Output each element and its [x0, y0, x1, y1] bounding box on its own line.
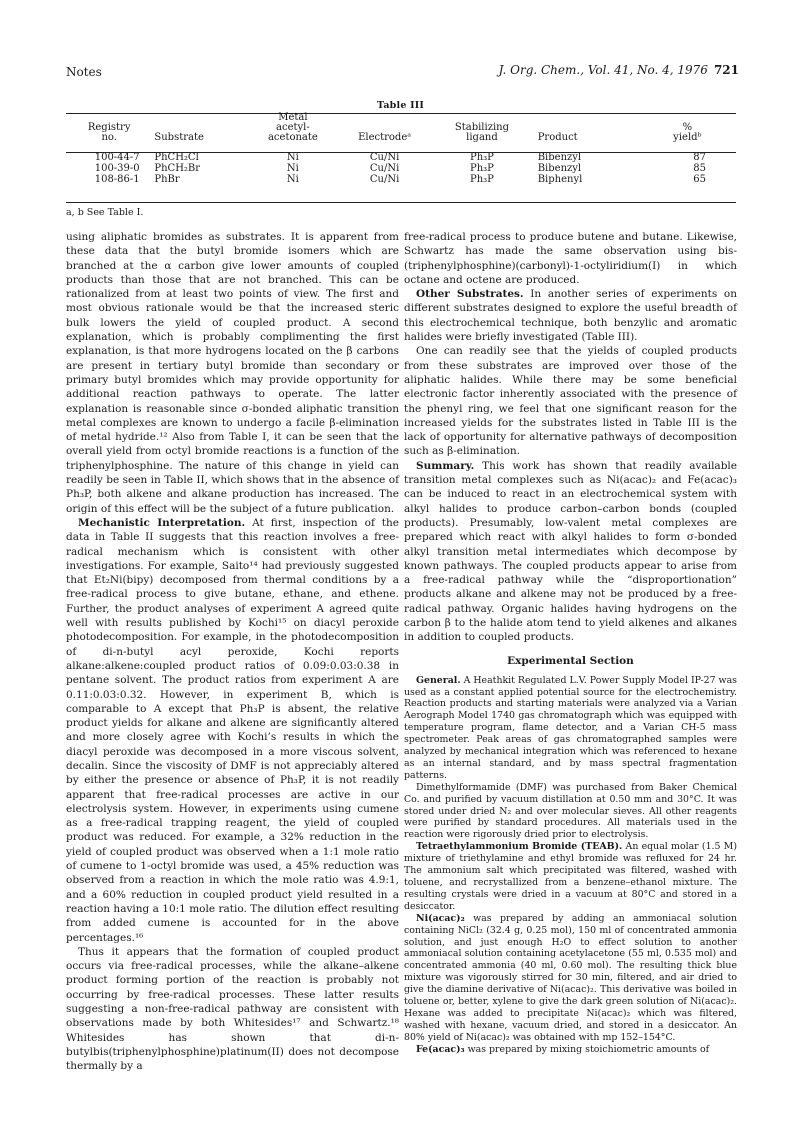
experimental-text-body: was prepared by mixing stoichiometric amounts of — [467, 1043, 710, 1055]
experimental-paragraph — [404, 1044, 737, 1056]
column-header-line: Registry — [87, 122, 131, 133]
paragraph-text: This work has shown that readily available transition metal complexes such as Ni(acac)₂ and Fe(acac)₃ can be induced to react in an electrochemical system with alkyl halides to produce carbon–carbon bonds (coupled products). Presumably, low-valent metal complexes are prepared which react with alkyl halides to form σ-bonded alkyl transition metal intermediates which decompose by known pathways. The coupled products appear to arise from a free-radical pathway while the “disproportionation” products alkane and alkene may not be produced by a free-radical pathway. Organic halides having hydrogens on the carbon β to the halide atom tend to yield alkenes and alkanes in addition to coupled products. — [404, 459, 737, 644]
column-header-line: no. — [101, 132, 117, 143]
column-header-line: acetonate — [267, 132, 318, 143]
table-cell: 85 — [693, 163, 706, 174]
body-paragraph: free-radical process to produce butene and butane. Likewise, Schwartz has made the same observation using bis-(triphenylphosphine)(carbonyl)-1-octyliridium(I) in which octane and octene are produced. — [404, 231, 737, 286]
table-cell: Bibenzyl — [537, 163, 582, 174]
table-title: Table III — [376, 100, 425, 111]
section-heading-summary: Summary. — [416, 459, 475, 472]
experimental-paragraph — [404, 675, 737, 782]
column-header — [245, 113, 341, 147]
experimental-text-body: Dimethylformamide (DMF) was purchased from Baker Chemical Co. and purified by vacuum distillation at 0.50 mm and 30°C. It was stored under dried N₂ and over molecular sieves. All other reagents were purified by standard procedures. All materials used in the reaction were rigorously dried prior to electrolysis. — [404, 781, 737, 841]
column-header-line: ligand — [466, 132, 498, 143]
column-header-line: acetyl- — [276, 122, 310, 133]
experimental-runin-heading: Ni(acac)₂ — [416, 912, 465, 924]
paragraph-text: At first, inspection of the data in Table II suggests that this reaction involves a free-radical mechanism which is consistent with other investigations. For example, Saito¹⁴ had previously suggested that Et₂Ni(bipy) decomposed from thermal conditions by a free-radical process to give butane, ethane, and ethene. Further, the product analyses of experiment A agreed quite well with results published by Kochi¹⁵ on diacyl peroxide photodecomposition. For example, in the photodecomposition of di-n-butyl acyl peroxide, Kochi reports alkane:alkene:coupled product ratios of 0.09:0.03:0.38 in pentane solvent. The product ratios from experiment A are 0.11:0.03:0.32. However, in experiment B, which is comparable to A except that Ph₃P is absent, the relative product yields for alkane and alkene are significantly altered and more closely agree with Kochi’s results in which the diacyl peroxide was decomposed in a more viscous solvent, decalin. Since the viscosity of DMF is not appreciably altered by either the presence or absence of Ph₃P, it is not readily apparent that free-radical processes are active in our electrolysis system. However, in experiments using cumene as a free-radical trapping reagent, the yield of coupled product was reduced. For example, a 32% reduction in the yield of coupled product was observed when a 1:1 mole ratio of cumene to 1-octyl bromide was used, a 45% reduction was observed from a reaction in which the mole ratio was 4.9:1, and a 60% reduction in coupled product yield resulted in a reaction having a 10:1 mole ratio. The dilution effect resulting from added cumene is accounted for in the above percentages.¹⁶ — [66, 516, 399, 944]
column-header-line: Substrate — [154, 132, 204, 143]
table-cell: Ni — [286, 152, 299, 163]
paragraph-text: In another series of experiments on different substrates designed to explore the useful breadth of this electrochemical technique, both benzylic and aromatic halides were briefly investigated (Table III). — [404, 288, 737, 344]
table-cell: 65 — [693, 174, 706, 185]
section-heading-other-substrates: Other Substrates. — [416, 288, 524, 301]
table-cell: 108-86-1 — [94, 174, 140, 185]
table-cell: Ph₃P — [470, 152, 494, 163]
table-footnote: a, b See Table I. — [66, 207, 144, 218]
table-header-row — [66, 113, 736, 147]
column-header — [428, 113, 536, 147]
table-cell: PhCH₂Cl — [154, 152, 199, 163]
experimental-runin-heading: Tetraethylammonium Bromide (TEAB). — [416, 841, 623, 853]
column-header-line: Stabilizing — [454, 122, 510, 133]
left-column — [66, 230, 399, 1074]
table-cell: Biphenyl — [537, 174, 583, 185]
column-header — [639, 113, 736, 147]
table-row — [66, 147, 736, 164]
column-header — [152, 113, 244, 147]
table-cell: Bibenzyl — [537, 152, 582, 163]
column-header-line: Product — [537, 132, 578, 143]
column-header-line: Metal — [278, 112, 308, 123]
section-heading-mechanistic: Mechanistic Interpretation. — [78, 516, 246, 529]
experimental-runin-heading: Fe(acac)₃ — [416, 1043, 465, 1055]
column-header-line: % — [682, 122, 693, 133]
table-cell: Cu/Ni — [369, 163, 400, 174]
column-header-line: yieldᵇ — [673, 132, 702, 143]
body-paragraph: using aliphatic bromides as substrates. It is apparent from these data that the butyl bromide isomers which are branched at the α carbon give lower amounts of coupled products than those that are not branched. This can be rationalized from at least two points of view. The first and most obvious rationale would be that the increased steric bulk lowers the yield of coupled product. A second explanation, which is probably complimenting the first explanation, is that more hydrogens located on the β carbons are present in tertiary butyl bromide than secondary or primary butyl bromides which may provide opportunity for additional reaction pathways to operate. The latter explanation is reasonable since σ-bonded aliphatic transition metal complexes are known to undergo a facile β-elimination of metal hydride.¹² Also from Table I, it can be seen that the overall yield from octyl bromide reactions is a function of the triphenylphosphine. The nature of this change in yield can readily be seen in Table II, which shows that in the absence of Ph₃P, both alkene and alkane production has increased. The origin of this effect will be the subject of a future publication. — [66, 231, 399, 515]
body-paragraph: Thus it appears that the formation of coupled product occurs via free-radical processes, while the alkane–alkene product forming portion of the reaction is probably not occurring by free-radical processes. These latter results suggesting a non-free-radical pathway are consistent with observations made by both Whitesides¹⁷ and Schwartz.¹⁸ Whitesides has shown that di-n-butylbis(triphenylphosphine)platinum(II) does not decompose thermally by a — [66, 945, 399, 1073]
experimental-text-body: An equal molar (1.5 M) mixture of triethylamine and ethyl bromide was refluxed for 24 hr. The ammonium salt which precipitated was filtered, washed with toluene, and recrystallized from a benzene–ethanol mixture. The resulting crystals were dried in a vacuum at 80°C and stored in a desiccator. — [404, 841, 737, 912]
column-header-line: Electrodeᵃ — [358, 132, 412, 143]
table-cell: Cu/Ni — [369, 174, 400, 185]
table-iii — [66, 113, 736, 186]
table-cell: PhBr — [154, 174, 180, 185]
table-cell: Cu/Ni — [369, 152, 400, 163]
table-row — [66, 175, 736, 186]
table-cell: Ph₃P — [470, 163, 494, 174]
body-paragraph — [404, 459, 737, 645]
column-header — [66, 113, 152, 147]
experimental-text — [404, 675, 737, 1056]
experimental-section-title: Experimental Section — [507, 654, 634, 667]
column-header — [536, 113, 639, 147]
table-cell: 87 — [693, 152, 706, 163]
table-cell: 100-44-7 — [94, 152, 140, 163]
body-paragraph — [404, 287, 737, 344]
experimental-paragraph — [404, 913, 737, 1044]
page-number: 721 — [713, 63, 739, 77]
right-column — [404, 230, 737, 1056]
experimental-runin-heading: General. — [416, 674, 461, 686]
table-bottom-rule — [66, 202, 736, 203]
table-cell: Ph₃P — [470, 174, 494, 185]
experimental-text-body: A Heathkit Regulated L.V. Power Supply Model IP-27 was used as a constant applied potential source for the electrochemistry. Reaction products and starting materials were analyzed via a Varian Aerograph Model 1740 gas chromatograph which was equipped with temperature program, flame detector, and a Varian CH-5 mass spectrometer. Peak areas of gas chromatographed samples were analyzed by mechanical integration which was referenced to hexane as an internal standard, and by mass spectral fragmentation patterns. — [404, 674, 737, 781]
body-paragraph — [66, 516, 399, 945]
running-header-section: Notes — [66, 65, 102, 79]
body-paragraph: One can readily see that the yields of coupled products from these substrates are improved over those of the aliphatic halides. While there may be some beneficial electronic factor inherently associated with the presence of the phenyl ring, we feel that one significant reason for the increased yields for the substrates listed in Table III is the lack of opportunity for alternative pathways of decomposition such as β-elimination. — [404, 345, 737, 458]
experimental-paragraph — [404, 841, 737, 912]
running-header-journal — [499, 63, 739, 77]
table-header-rule — [66, 152, 736, 153]
table-cell: Ni — [286, 174, 299, 185]
experimental-paragraph — [404, 782, 737, 842]
journal-citation: J. Org. Chem., Vol. 41, No. 4, 1976 — [498, 63, 708, 77]
experimental-text-body: was prepared by adding an ammoniacal solution containing NiCl₂ (32.4 g, 0.25 mol), 150 ml of concentrated ammonia solution, and just enough H₂O to effect solution to another ammoniacal solution containing acetylacetone (55 ml, 0.535 mol) and concentrated ammonia (40 ml, 0.60 mol). The resulting thick blue mixture was vigorously stirred for 30 min, filtered, and air dried to give the diamine derivative of Ni(acac)₂. This derivative was boiled in toluene or, better, xylene to give the dark green solution of Ni(acac)₂. Hexane was added to precipitate Ni(acac)₂ which was filtered, washed with hexane, vacuum dried, and stored in a desiccator. An 80% yield of Ni(acac)₂ was obtained with mp 152–154°C. — [404, 912, 737, 1043]
table-cell: PhCH₂Br — [154, 163, 201, 174]
table-cell: 100-39-0 — [94, 163, 140, 174]
table-cell: Ni — [286, 163, 299, 174]
column-header — [341, 113, 428, 147]
